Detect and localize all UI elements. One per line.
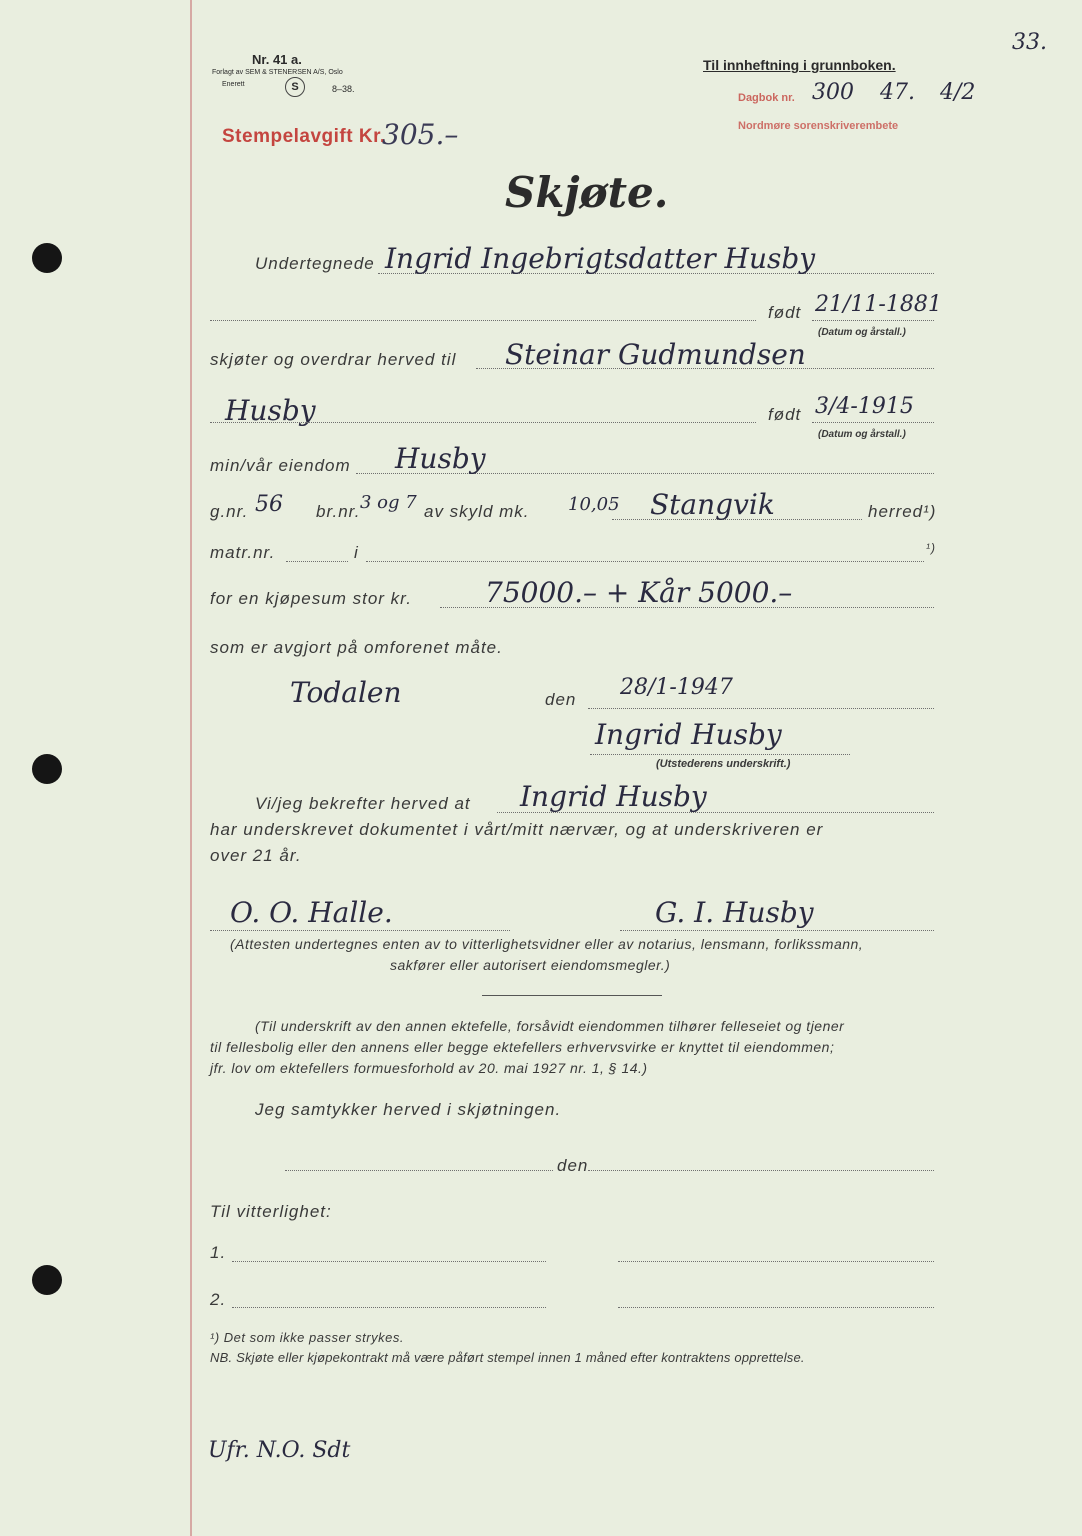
price-label: for en kjøpesum stor kr. [210, 589, 412, 608]
binder-hole [32, 1265, 62, 1295]
gnr-label: g.nr. [210, 502, 249, 521]
witness-number-2: 2. [210, 1290, 227, 1309]
spouse-note-line1: (Til underskrift av den annen ektefelle, forsåvidt eiendommen tilhører felleseiet og tjener [255, 1018, 845, 1034]
skyld-value: 10,05 [568, 494, 620, 515]
price-value: 75000.– + Kår 5000.– [485, 576, 793, 609]
publisher-copyright: Enerett [222, 81, 245, 88]
fill-line [620, 930, 934, 931]
witness-statement-line3: over 21 år. [210, 846, 302, 865]
born-label: født [768, 303, 802, 322]
publisher-date: 8–38. [332, 84, 355, 94]
fill-line [812, 320, 934, 321]
spouse-note-line2: til fellesbolig eller den annens eller begge ektefellers erhvervsvirke er knyttet til eiendommen; [210, 1039, 835, 1055]
fill-line [210, 320, 756, 321]
publisher-line: Forlagt av SEM & STENERSEN A/S, Oslo [212, 69, 343, 76]
fill-line [812, 422, 934, 423]
fill-line [286, 561, 348, 562]
fill-line [210, 422, 756, 423]
stamp-duty-label: Stempelavgift Kr. [222, 126, 386, 147]
property-label: min/vår eiendom [210, 456, 351, 475]
witness-statement-line2: har underskrevet dokumentet i vårt/mitt nærvær, og at underskriveren er [210, 820, 824, 839]
journal-date: 4/2 [940, 80, 976, 105]
filing-note: Til innheftning i grunnboken. [703, 57, 896, 73]
document-title: Skjøte. [505, 168, 669, 217]
consent-den: den [557, 1156, 589, 1175]
footnote-2: NB. Skjøte eller kjøpekontrakt må være påført stempel innen 1 måned efter kontraktens opprettelse. [210, 1350, 805, 1365]
margin-rule [190, 0, 192, 1536]
born-label: født [768, 405, 802, 424]
grantee-born: 3/4-1915 [815, 394, 914, 419]
conveys-text: skjøter og overdrar herved til [210, 350, 457, 369]
grantee-name: Steinar Gudmundsen [505, 338, 806, 371]
grantor-born: 21/11-1881 [815, 292, 942, 317]
fill-line [232, 1307, 546, 1308]
footnote-1: ¹) Det som ikke passer strykes. [210, 1330, 404, 1345]
witness-number-1: 1. [210, 1243, 227, 1262]
spouse-note-line3: jfr. lov om ektefellers formuesforhold av 20. mai 1927 nr. 1, § 14.) [210, 1060, 648, 1076]
fill-line [366, 561, 924, 562]
date-caption: (Datum og årstall.) [818, 327, 906, 338]
binder-hole [32, 754, 62, 784]
settled-text: som er avgjort på omforenet måte. [210, 638, 503, 657]
consent-text: Jeg samtykker herved i skjøtningen. [255, 1100, 562, 1119]
stamp-duty-amount: 305.– [382, 118, 459, 151]
bnr-label: br.nr. [316, 502, 361, 521]
page-number: 33. [1012, 30, 1047, 55]
fill-line [618, 1307, 934, 1308]
fill-line [588, 1170, 934, 1171]
section-divider [482, 995, 662, 996]
place: Todalen [290, 676, 402, 709]
fill-line [232, 1261, 546, 1262]
gnr-value: 56 [255, 492, 283, 517]
fill-line [588, 708, 934, 709]
witness-signer: Ingrid Husby [520, 780, 707, 813]
herred-label: herred¹) [868, 502, 937, 521]
registry-office-stamp: Nordmøre sorenskriverembete [738, 120, 899, 132]
form-number: Nr. 41 a. [252, 52, 302, 67]
den-label: den [545, 690, 577, 709]
fill-line [285, 1170, 553, 1171]
bottom-annotation: Ufr. N.O. Sdt [208, 1438, 351, 1463]
matr-note: ¹) [926, 541, 936, 555]
sign-date: 28/1-1947 [620, 675, 733, 700]
property-name: Husby [395, 442, 486, 475]
witness-heading: Til vitterlighet: [210, 1202, 332, 1221]
matr-label: matr.nr. [210, 543, 276, 562]
binder-hole [32, 243, 62, 273]
attest-note-line2: sakfører eller autorisert eiendomsmegler.) [390, 957, 671, 973]
journal-number: 300 [812, 80, 854, 105]
grantor-signature-caption: (Utstederens underskrift.) [656, 758, 791, 770]
herred-value: Stangvik [650, 488, 775, 521]
journal-year: 47. [880, 80, 915, 105]
grantor-name: Ingrid Ingebrigtsdatter Husby [385, 242, 816, 275]
undersigned-label: Undertegnede [255, 254, 375, 273]
matr-i: i [354, 543, 359, 562]
skyld-label: av skyld mk. [424, 502, 530, 521]
fill-line [590, 754, 850, 755]
grantee-name-cont: Husby [225, 394, 316, 427]
publisher-logo-icon: S [285, 77, 305, 97]
bnr-value: 3 og 7 [360, 492, 417, 513]
witness1-signature: O. O. Halle. [230, 896, 393, 929]
fill-line [210, 930, 510, 931]
grantor-signature: Ingrid Husby [595, 718, 782, 751]
fill-line [618, 1261, 934, 1262]
witness-statement-prefix: Vi/jeg bekrefter herved at [255, 794, 471, 813]
attest-note-line1: (Attesten undertegnes enten av to vitterlighetsvidner eller av notarius, lensmann, forlikssmann, [230, 936, 864, 952]
journal-label: Dagbok nr. [738, 92, 795, 104]
date-caption: (Datum og årstall.) [818, 429, 906, 440]
witness2-signature: G. I. Husby [655, 896, 814, 929]
